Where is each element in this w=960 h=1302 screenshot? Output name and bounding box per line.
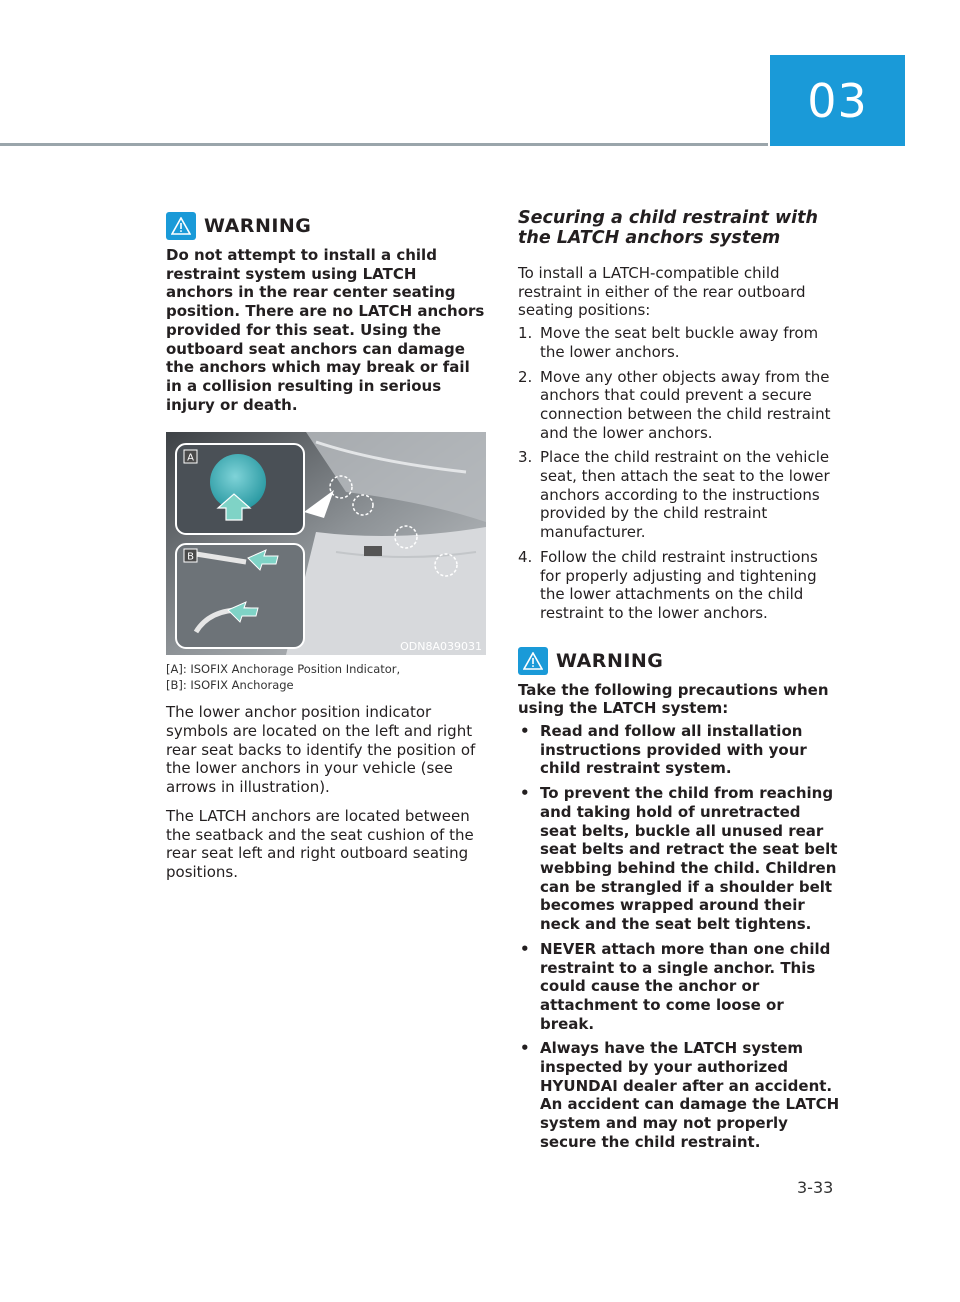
figure-label-b: B: [187, 551, 194, 563]
warning-intro: Take the following precautions when using the LATCH system:: [518, 680, 829, 718]
chapter-tab: 03: [770, 55, 905, 146]
bullet-text: To prevent the child from reaching and taking hold of unretracted seat belts, buckle all unused rear seat belts and retract the seat belt webbing behind the child. Children can be strangled if a shoulder belt becomes wrapped around their neck and the seat belt tightens.: [540, 784, 838, 934]
step-number: 3.: [518, 448, 533, 467]
left-column: [166, 210, 488, 882]
bullet-text: NEVER attach more than one child restraint to a single anchor. This could cause the anchor or attachment to come loose or break.: [540, 939, 831, 1033]
warning-bullets: [518, 722, 840, 1151]
figure-label-a: A: [187, 452, 194, 464]
list-item: [518, 784, 840, 934]
list-item: [518, 368, 840, 443]
steps-list: [518, 324, 840, 623]
page-number: 3-33: [797, 1178, 834, 1197]
figure-code: ODN8A039031: [400, 640, 482, 654]
section-title: Securing a child restraint with the LATCH anchors system: [518, 208, 818, 248]
list-item: [518, 324, 840, 361]
step-number: 2.: [518, 367, 533, 386]
list-item: [518, 1039, 840, 1151]
paragraph: The LATCH anchors are located between the seatback and the seat cushion of the rear seat left and right outboard seating positions.: [166, 806, 474, 881]
bullet-icon: •: [520, 939, 530, 958]
warning-triangle-icon: [166, 212, 196, 240]
list-item: [518, 940, 840, 1034]
step-text: Place the child restraint on the vehicle seat, then attach the seat to the lower anchors according to the instructions provided by the child restraint manufacturer.: [540, 448, 830, 542]
step-text: Move the seat belt buckle away from the lower anchors.: [540, 324, 819, 361]
bullet-text: Read and follow all installation instructions provided with your child restraint system.: [540, 722, 807, 778]
warning-title: WARNING: [204, 215, 312, 237]
warning-text: Do not attempt to install a child restraint system using LATCH anchors in the rear center seating position. There are no LATCH anchors provided for this seat. Using the outboard seat anchors can damage the anchors which may break or fail in a collision resulting in serious injury or death.: [166, 246, 485, 414]
right-column: [518, 208, 840, 1158]
step-text: Move any other objects away from the anchors that could prevent a secure connection between the child restraint and the lower anchors.: [540, 367, 831, 442]
seat-anchor-figure: [166, 432, 486, 655]
caption-line: [B]: ISOFIX Anchorage: [166, 678, 294, 693]
paragraph: The lower anchor position indicator symbols are located on the left and right rear seat backs to identify the position of the lower anchors in your vehicle (see arrows in illustration).: [166, 703, 476, 797]
step-number: 4.: [518, 547, 533, 566]
warning-triangle-icon: [518, 647, 548, 675]
header-rule: [0, 143, 768, 146]
warning-header: [518, 645, 840, 677]
bullet-icon: •: [520, 1039, 530, 1058]
bullet-text: Always have the LATCH system inspected by your authorized HYUNDAI dealer after an accident. An accident can damage the LATCH system and may not properly secure the child restraint.: [540, 1039, 840, 1151]
list-item: [518, 448, 840, 542]
step-number: 1.: [518, 324, 533, 343]
warning-block: [518, 645, 840, 1152]
seat-illustration: [166, 432, 486, 655]
list-item: [518, 548, 840, 623]
warning-title: WARNING: [556, 649, 664, 672]
step-text: Follow the child restraint instructions for properly adjusting and tightening the lower attachments on the child restraint to the lower anchors.: [540, 547, 818, 622]
caption-line: [A]: ISOFIX Anchorage Position Indicator,: [166, 662, 401, 677]
bullet-icon: •: [520, 784, 530, 803]
intro-paragraph: To install a LATCH-compatible child restraint in either of the rear outboard seating positions:: [518, 264, 806, 320]
figure-caption: [166, 661, 488, 693]
list-item: [518, 722, 840, 778]
warning-header: [166, 210, 488, 242]
bullet-icon: •: [520, 722, 530, 741]
